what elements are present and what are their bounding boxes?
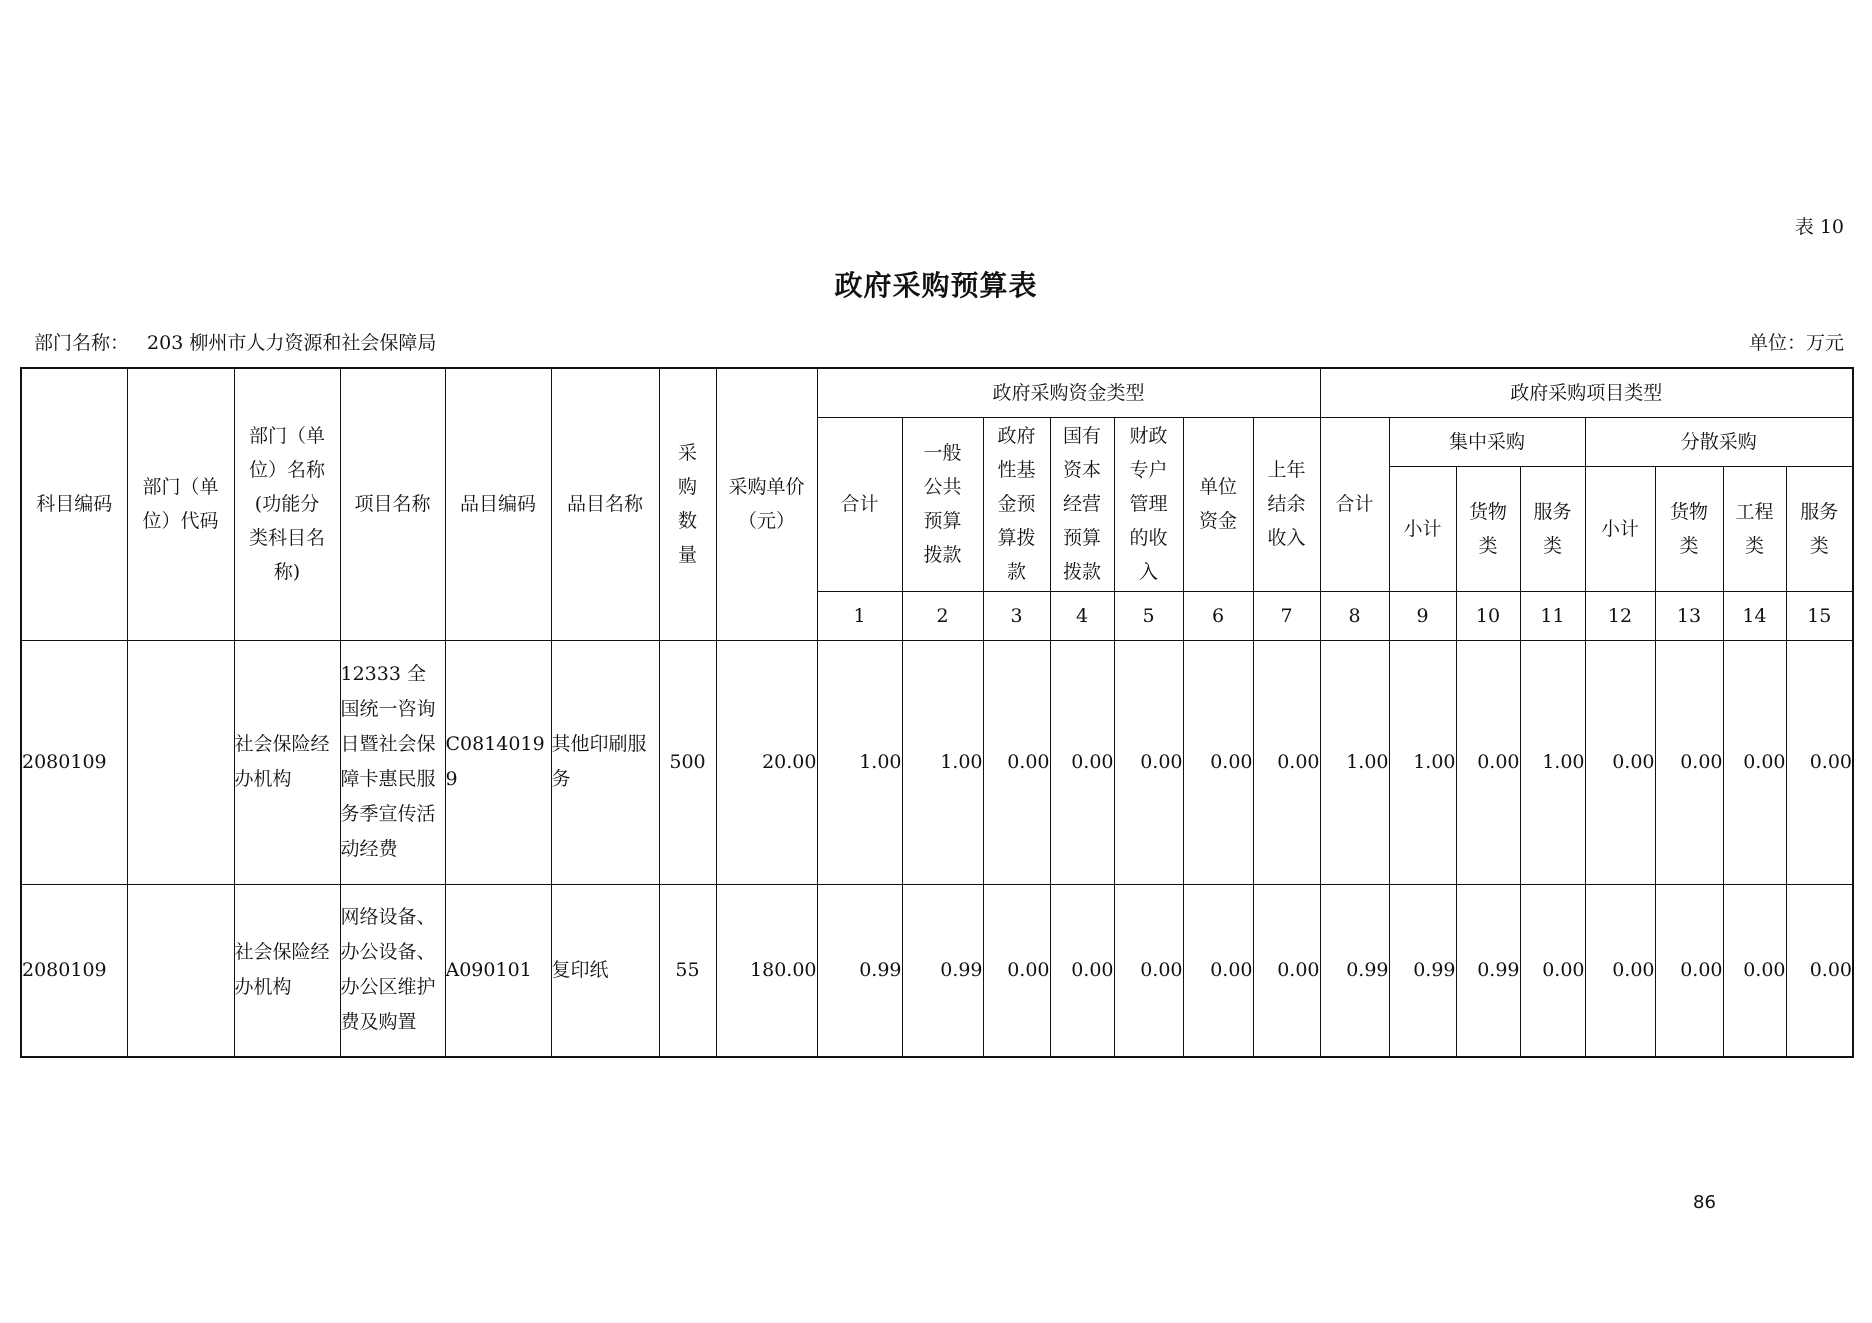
header-d-goods: 货物类 [1655,466,1723,591]
header-unit-price: 采购单价（元） [716,368,817,640]
header-project-type-group: 政府采购项目类型 [1320,368,1853,417]
cell-value: 1.00 [1320,640,1389,884]
header-d-works: 工程类 [1723,466,1786,591]
cell-value: 0.00 [983,640,1050,884]
index-cell: 7 [1253,591,1320,640]
page-number: 86 [1693,1192,1716,1213]
page-title: 政府采购预算表 [834,269,1038,302]
cell-quantity: 55 [659,884,716,1057]
table-number: 表 10 [1794,216,1844,238]
cell-value: 0.99 [1389,884,1456,1057]
cell-value: 0.00 [1520,884,1585,1057]
cell-unit-price: 180.00 [716,884,817,1057]
header-project-total: 合计 [1320,417,1389,591]
cell-quantity: 500 [659,640,716,884]
table-row [21,640,1853,884]
index-cell: 8 [1320,591,1389,640]
header-fund-type-group: 政府采购资金类型 [817,368,1320,417]
cell-project-name: 12333 全国统一咨询日暨社会保障卡惠民服务季宣传活动经费 [340,640,445,884]
header-c-subtotal: 小计 [1389,466,1456,591]
index-cell: 15 [1786,591,1853,640]
header-dept-code: 部门（单位）代码 [127,368,234,640]
cell-item-name: 复印纸 [551,884,659,1057]
cell-value: 0.00 [1050,640,1114,884]
index-cell: 1 [817,591,902,640]
cell-unit-price: 20.00 [716,640,817,884]
index-cell: 10 [1456,591,1520,640]
department-value: 203 柳州市人力资源和社会保障局 [147,332,437,354]
cell-dept-name: 社会保险经办机构 [234,640,340,884]
cell-value: 1.00 [1389,640,1456,884]
index-cell: 13 [1655,591,1723,640]
header-subject-code: 科目编码 [21,368,127,640]
header-general-budget: 一般公共预算拨款 [902,417,983,591]
index-cell: 3 [983,591,1050,640]
header-item-name: 品目名称 [551,368,659,640]
header-dept-name: 部门（单位）名称(功能分类科目名称) [234,368,340,640]
cell-value: 0.00 [1050,884,1114,1057]
header-gov-fund: 政府性基金预算拨款 [983,417,1050,591]
header-quantity: 采购数量 [659,368,716,640]
department-line [34,328,436,355]
cell-value: 0.00 [1183,884,1253,1057]
index-cell: 14 [1723,591,1786,640]
procurement-budget-table [20,367,1854,1058]
index-cell: 2 [902,591,983,640]
header-state-capital: 国有资本经营预算拨款 [1050,417,1114,591]
header-project-name: 项目名称 [340,368,445,640]
cell-value: 0.00 [1456,640,1520,884]
header-d-services: 服务类 [1786,466,1853,591]
cell-value: 0.00 [1786,640,1853,884]
cell-value: 0.00 [1655,884,1723,1057]
cell-value: 0.99 [1456,884,1520,1057]
index-cell: 6 [1183,591,1253,640]
header-item-code: 品目编码 [445,368,551,640]
cell-value: 0.00 [1114,640,1183,884]
cell-value: 0.00 [1253,884,1320,1057]
cell-value: 1.00 [817,640,902,884]
cell-value: 0.99 [902,884,983,1057]
cell-value: 0.99 [817,884,902,1057]
cell-dept-name: 社会保险经办机构 [234,884,340,1057]
header-c-goods: 货物类 [1456,466,1520,591]
cell-value: 0.00 [1723,884,1786,1057]
unit-label: 单位：万元 [1748,332,1844,354]
header-prior-balance: 上年结余收入 [1253,417,1320,591]
department-label: 部门名称： [34,332,130,354]
header-centralized: 集中采购 [1389,417,1585,466]
cell-value: 0.00 [1655,640,1723,884]
header-d-subtotal: 小计 [1585,466,1655,591]
header-special-account: 财政专户管理的收入 [1114,417,1183,591]
index-cell: 12 [1585,591,1655,640]
cell-value: 0.00 [1114,884,1183,1057]
cell-value: 0.00 [1723,640,1786,884]
index-cell: 5 [1114,591,1183,640]
header-c-services: 服务类 [1520,466,1585,591]
header-unit-funds: 单位资金 [1183,417,1253,591]
cell-value: 0.00 [1585,884,1655,1057]
cell-value: 0.00 [1253,640,1320,884]
cell-subject-code: 2080109 [21,884,127,1057]
cell-item-code: C08140199 [445,640,551,884]
header-decentralized: 分散采购 [1585,417,1853,466]
cell-dept-code [127,884,234,1057]
cell-item-code: A090101 [445,884,551,1057]
cell-value: 0.00 [1183,640,1253,884]
cell-value: 1.00 [1520,640,1585,884]
index-cell: 11 [1520,591,1585,640]
cell-value: 0.99 [1320,884,1389,1057]
cell-project-name: 网络设备、办公设备、办公区维护费及购置 [340,884,445,1057]
index-cell: 4 [1050,591,1114,640]
cell-value: 0.00 [1585,640,1655,884]
cell-item-name: 其他印刷服务 [551,640,659,884]
cell-value: 0.00 [1786,884,1853,1057]
index-cell: 9 [1389,591,1456,640]
cell-value: 1.00 [902,640,983,884]
header-fund-total: 合计 [817,417,902,591]
cell-value: 0.00 [983,884,1050,1057]
cell-dept-code [127,640,234,884]
table-row [21,884,1853,1057]
cell-subject-code: 2080109 [21,640,127,884]
